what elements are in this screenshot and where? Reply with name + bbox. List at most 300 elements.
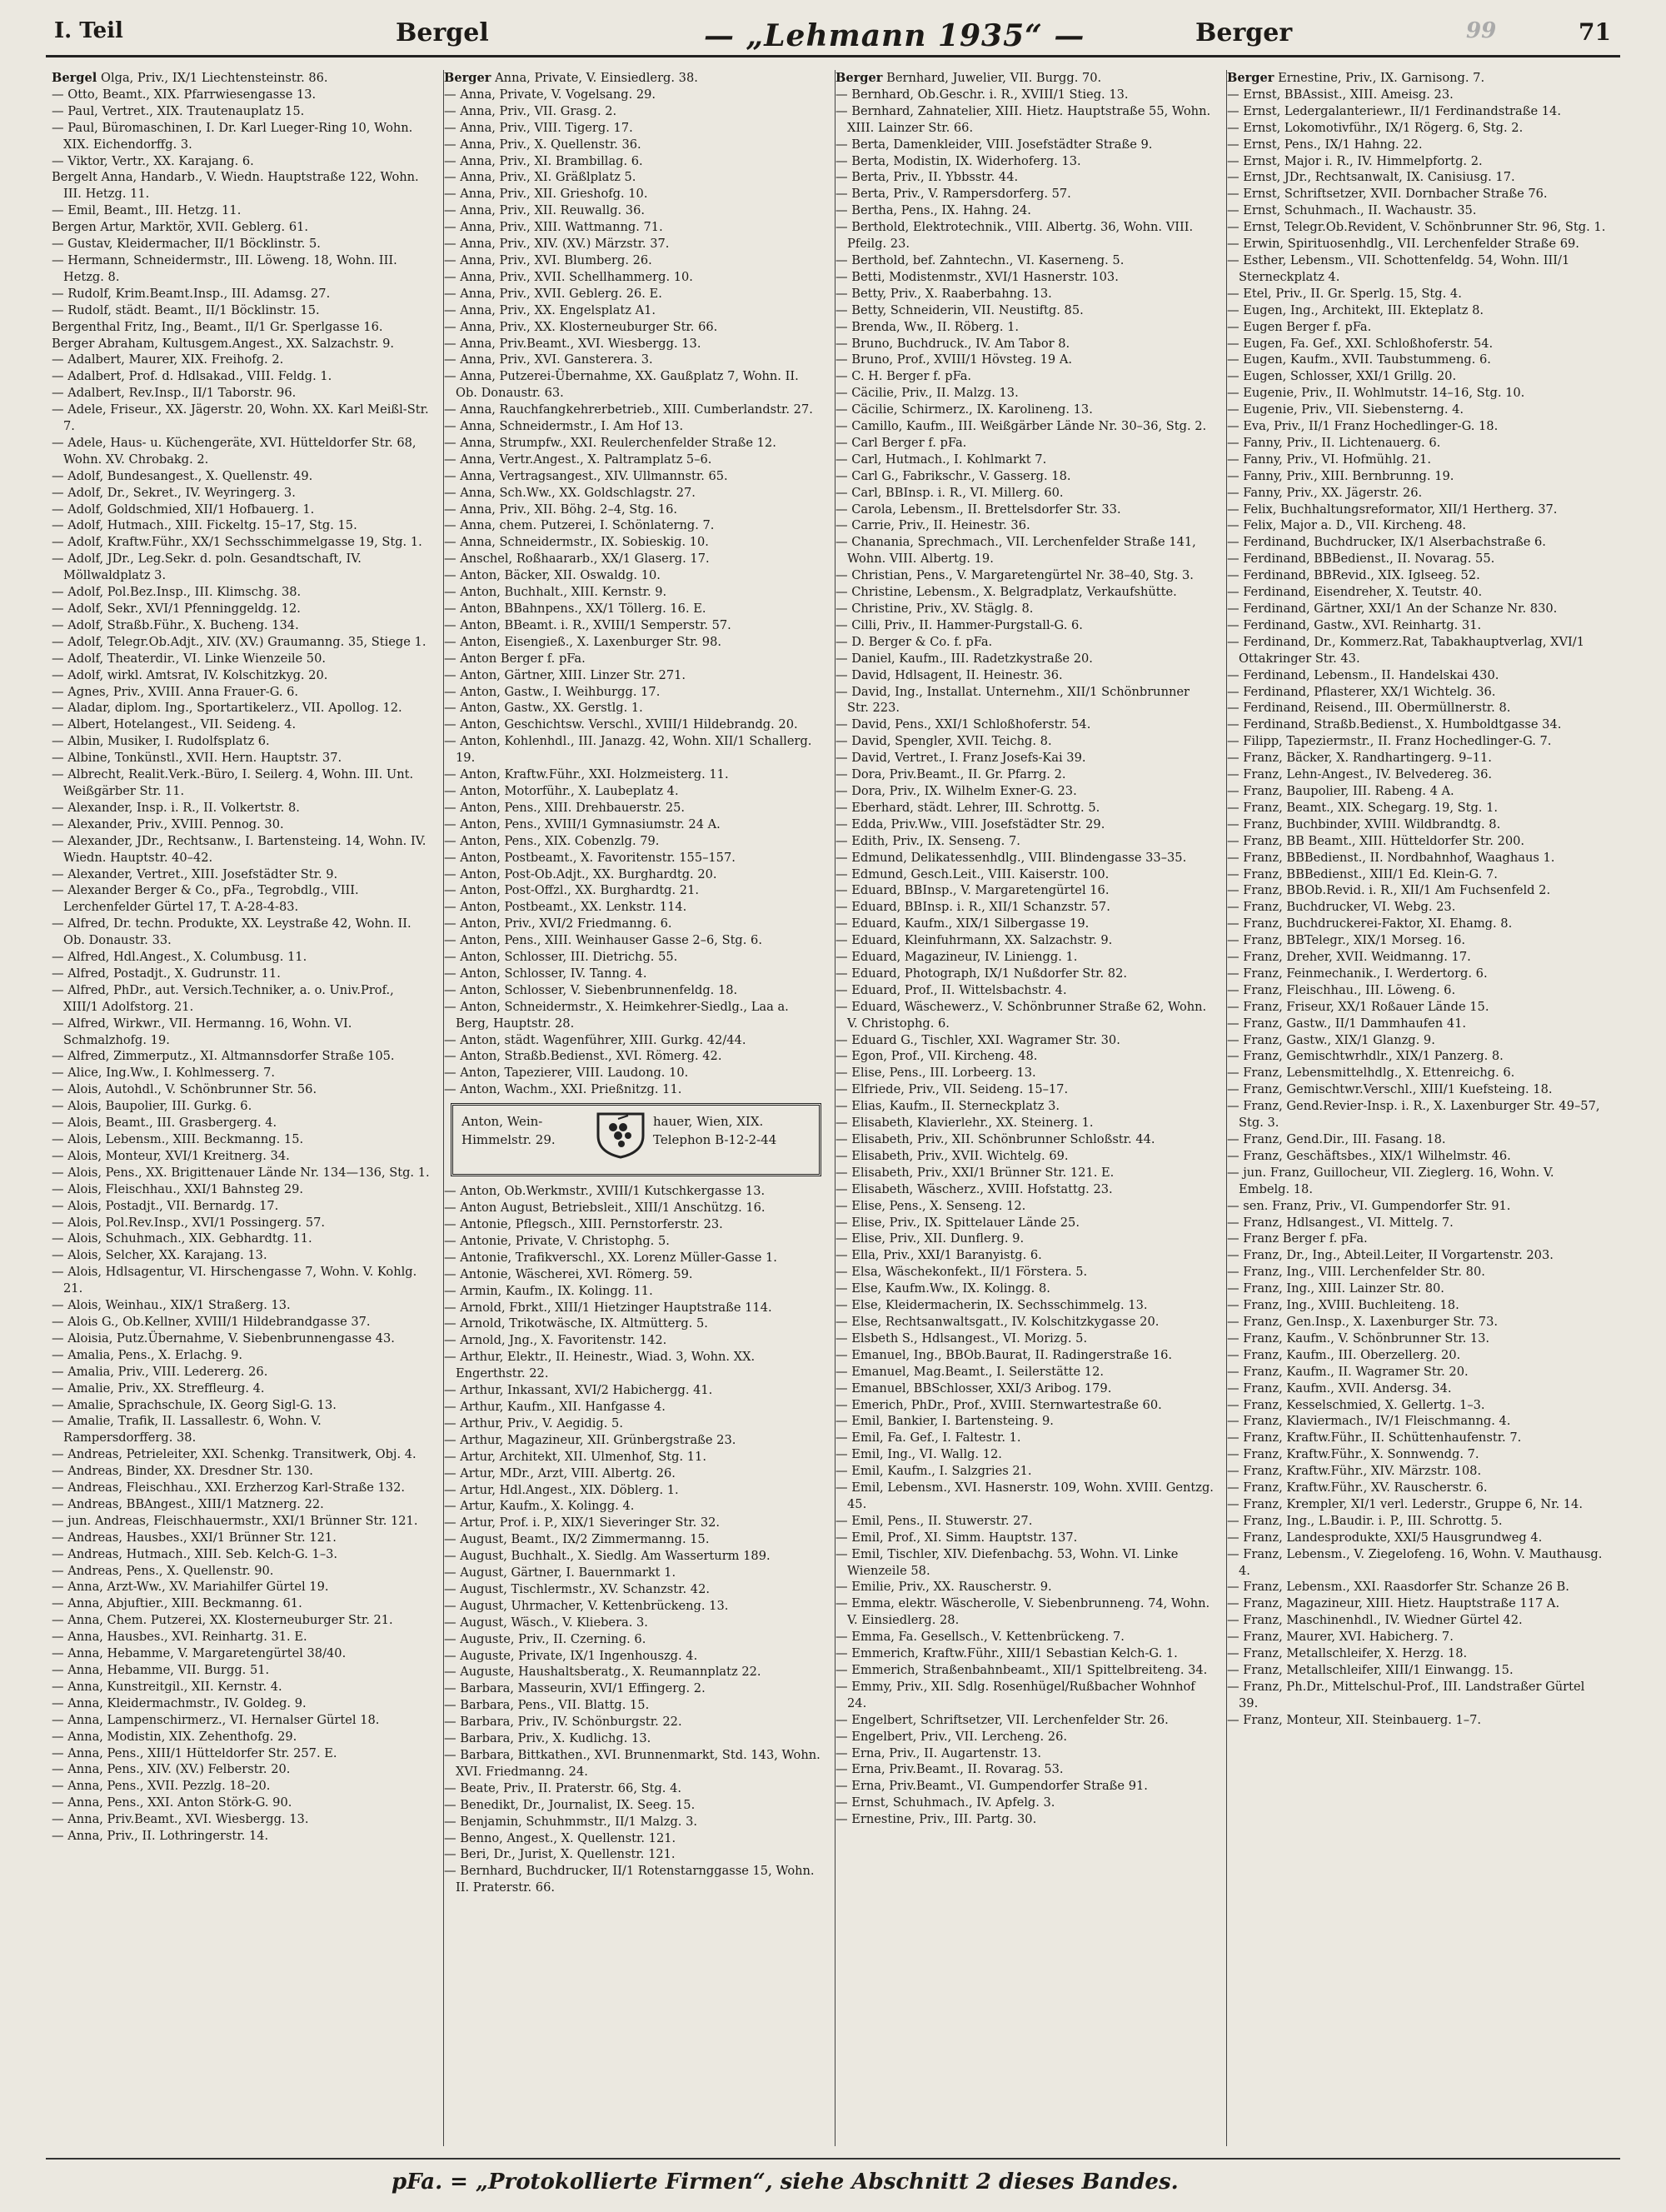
- directory-entry: — Alois, Hdlsagentur, VI. Hirschengasse 7, Wohn. V. Kohlg. 21.: [52, 1265, 417, 1296]
- directory-entry: — Anton, BBahnpens., XX/1 Töllerg. 16. E.: [444, 602, 706, 616]
- directory-entry: — Erna, Priv.Beamt., VI. Gumpendorfer Straße 91.: [835, 1779, 1148, 1794]
- directory-entry: — Emil, Bankier, I. Bartensteing. 9.: [835, 1414, 1054, 1429]
- directory-entry: — Ernst, JDr., Rechtsanwalt, IX. Canisiusg. 17.: [1227, 170, 1515, 185]
- directory-entry: — Franz, Bäcker, X. Randhartingerg. 9–11.: [1227, 751, 1492, 766]
- directory-entry: — Alexander, JDr., Rechtsanw., I. Bartensteing. 14, Wohn. IV. Wiedn. Hauptstr. 40–42.: [52, 833, 426, 865]
- directory-entry: — Ernst, Schuhmach., IV. Apfelg. 3.: [835, 1795, 1055, 1810]
- directory-entry: — Anton August, Betriebsleit., XIII/1 Anschützg. 16.: [444, 1201, 766, 1216]
- directory-entry: — Anna, Priv., XVII. Schellhammerg. 10.: [444, 269, 693, 284]
- directory-entry: — Anna, Priv., XVII. Geblerg. 26. E.: [444, 286, 662, 301]
- directory-entry: — Anton, städt. Wagenführer, XIII. Gurkg. 42/44.: [444, 1032, 746, 1047]
- page-number: 71: [1579, 18, 1611, 46]
- directory-entry: — Ernst, Schuhmach., II. Wachaustr. 35.: [1227, 203, 1477, 218]
- directory-entry: — Adele, Friseur., XX. Jägerstr. 20, Wohn. XX. Karl Meißl-Str. 7.: [52, 402, 429, 434]
- directory-entry: — Berthold, Elektrotechnik., VIII. Albertg. 36, Wohn. VIII. Pfeilg. 23.: [835, 220, 1194, 252]
- directory-entry: — Andreas, Hausbes., XXI/1 Brünner Str. 121.: [52, 1530, 337, 1545]
- column-3: [835, 70, 1215, 2146]
- directory-entry: — Elias, Kaufm., II. Sterneckplatz 3.: [835, 1099, 1060, 1114]
- directory-entry: — Felix, Buchhaltungsreformator, XII/1 Hertherg. 37.: [1227, 502, 1558, 517]
- directory-entry: — Anton, Bäcker, XII. Oswaldg. 10.: [444, 568, 661, 583]
- directory-entry: — Betty, Schneiderin, VII. Neustiftg. 85.: [835, 302, 1084, 317]
- directory-entry: — Benno, Angest., X. Quellenstr. 121.: [444, 1830, 676, 1845]
- directory-entry: — Alfred, Hdl.Angest., X. Columbusg. 11.: [52, 950, 307, 965]
- directory-entry: — sen. Franz, Priv., VI. Gumpendorfer Str. 91.: [1227, 1198, 1511, 1213]
- directory-entry: — Engelbert, Schriftsetzer, VII. Lerchenfelder Str. 26.: [835, 1712, 1169, 1727]
- directory-entry: — Berta, Modistin, IX. Widerhoferg. 13.: [835, 153, 1081, 168]
- directory-entry: — Otto, Beamt., XIX. Pfarrwiesengasse 13.: [52, 87, 317, 102]
- directory-entry: — Franz, Buchdruckerei-Faktor, XI. Ehamg. 8.: [1227, 916, 1513, 931]
- directory-entry: — Ferdinand, Eisendreher, X. Teutstr. 40.: [1227, 585, 1483, 600]
- directory-entry: — Anna, Priv., XX. Klosterneuburger Str. 66.: [444, 319, 718, 334]
- directory-entry: — Alois, Lebensm., XIII. Beckmanng. 15.: [52, 1132, 304, 1146]
- directory-entry: — David, Hdlsagent, II. Heinestr. 36.: [835, 667, 1063, 682]
- directory-entry: — Franz, Dr., Ing., Abteil.Leiter, II Vorgartenstr. 203.: [1227, 1248, 1554, 1263]
- directory-entry: — Franz, Geschäftsbes., XIX/1 Wilhelmstr. 46.: [1227, 1148, 1511, 1163]
- directory-entry: — Viktor, Vertr., XX. Karajang. 6.: [52, 153, 254, 168]
- directory-entry: — Amalie, Trafik, II. Lassallestr. 6, Wohn. V. Rampersdorfferg. 38.: [52, 1414, 322, 1446]
- directory-entry: — Cilli, Priv., II. Hammer-Purgstall-G. 6.: [835, 617, 1083, 632]
- ad-right-line-1: hauer, Wien, XIX.: [653, 1114, 764, 1130]
- directory-entry: — Franz, Gastw., XIX/1 Glanzg. 9.: [1227, 1032, 1435, 1047]
- directory-entry: — Alexander, Vertret., XIII. Josefstädter Str. 9.: [52, 866, 338, 881]
- directory-entry: — Eva, Priv., II/1 Franz Hochedlinger-G. 18.: [1227, 419, 1499, 434]
- directory-entry: — Barbara, Pens., VII. Blattg. 15.: [444, 1698, 650, 1713]
- directory-entry: — Anna, Hausbes., XVI. Reinhartg. 31. E.: [52, 1630, 307, 1645]
- directory-entry: — Alfred, Zimmerputz., XI. Altmannsdorfer Straße 105.: [52, 1049, 395, 1064]
- directory-entry: — Franz, Beamt., XIX. Schegarg. 19, Stg. 1.: [1227, 800, 1499, 815]
- directory-entry: — Adolf, JDr., Leg.Sekr. d. poln. Gesandtschaft, IV. Möllwaldplatz 3.: [52, 552, 362, 583]
- directory-entry: — Anton, Schlosser, III. Dietrichg. 55.: [444, 950, 678, 965]
- column-2: [443, 70, 823, 2146]
- directory-entry: — Antonie, Pflegsch., XIII. Pernstorferstr. 23.: [444, 1217, 723, 1231]
- directory-entry: — Anna, Rauchfangkehrerbetrieb., XIII. Cumberlandstr. 27.: [444, 402, 813, 417]
- directory-entry: — Benedikt, Dr., Journalist, IX. Seeg. 15.: [444, 1797, 696, 1812]
- directory-entry: — Berta, Priv., II. Ybbsstr. 44.: [835, 170, 1019, 185]
- directory-entry: — Emil, Beamt., III. Hetzg. 11.: [52, 203, 242, 218]
- directory-entry: — Alfred, Postadjt., X. Gudrunstr. 11.: [52, 966, 281, 981]
- directory-entry: — Carrie, Priv., II. Heinestr. 36.: [835, 518, 1030, 533]
- directory-entry: — Arnold, Trikotwäsche, IX. Altmütterg. 5.: [444, 1316, 708, 1331]
- directory-entry: — Christine, Priv., XV. Stäglg. 8.: [835, 602, 1034, 616]
- directory-entry: — Eberhard, städt. Lehrer, III. Schrottg. 5.: [835, 800, 1100, 815]
- directory-entry: — Emilie, Priv., XX. Rauscherstr. 9.: [835, 1580, 1052, 1595]
- directory-entry: — Franz, Lebensm., V. Ziegelofeng. 16, Wohn. V. Mauthausg. 4.: [1227, 1546, 1603, 1578]
- directory-entry: — Emma, Fa. Gesellsch., V. Kettenbrückeng. 7.: [835, 1630, 1125, 1645]
- directory-entry: — August, Uhrmacher, V. Kettenbrückeng. 13.: [444, 1598, 729, 1613]
- directory-entry: — Eugen, Fa. Gef., XXI. Schloßhoferstr. 54.: [1227, 336, 1494, 351]
- directory-entry: — Franz, BBOb.Revid. i. R., XII/1 Am Fuchsenfeld 2.: [1227, 883, 1551, 898]
- directory-entry: — Anton, Pens., XVIII/1 Gymnasiumstr. 24 A.: [444, 816, 721, 831]
- directory-entry: — Ernst, Major i. R., IV. Himmelpfortg. 2.: [1227, 153, 1483, 168]
- directory-entry: — Adalbert, Prof. d. Hdlsakad., VIII. Feldg. 1.: [52, 369, 332, 384]
- directory-entry: — jun. Franz, Guillocheur, VII. Zieglerg. 16, Wohn. V. Embelg. 18.: [1227, 1165, 1554, 1196]
- directory-entry: — Franz, Baupolier, III. Rabeng. 4 A.: [1227, 783, 1454, 798]
- directory-entry: — Anna, Priv., XVI. Blumberg. 26.: [444, 252, 652, 267]
- directory-entry: — Arthur, Elektr., II. Heinestr., Wiad. 3, Wohn. XX. Engerthstr. 22.: [444, 1350, 756, 1381]
- directory-entry: — David, Vertret., I. Franz Josefs-Kai 39.: [835, 751, 1086, 766]
- directory-entry: — Anna, Priv.Beamt., XVI. Wiesbergg. 13.: [444, 336, 701, 351]
- directory-entry: — Adolf, Sekr., XVI/1 Pfenninggeldg. 12.: [52, 602, 301, 616]
- directory-entry: — August, Buchhalt., X. Siedlg. Am Wasserturm 189.: [444, 1549, 771, 1564]
- directory-entry: — Anna, Vertr.Angest., X. Paltramplatz 5–6.: [444, 452, 712, 467]
- directory-entry: — Anna, Priv., XX. Engelsplatz A1.: [444, 302, 656, 317]
- directory-entry: — Eduard G., Tischler, XXI. Wagramer Str. 30.: [835, 1032, 1120, 1047]
- directory-entry: — Edmund, Delikatessenhdlg., VIII. Blindengasse 33–35.: [835, 850, 1187, 865]
- directory-entry: — Anna, Priv., VIII. Tigerg. 17.: [444, 120, 633, 135]
- directory-entry: — Anton, Postbeamt., X. Favoritenstr. 155–157.: [444, 850, 736, 865]
- directory-entry: — Eugen, Kaufm., XVII. Taubstummeng. 6.: [1227, 352, 1491, 367]
- directory-entry: — Eugenie, Priv., VII. Siebensterng. 4.: [1227, 402, 1464, 417]
- directory-entry: — Anna, Priv., II. Lothringerstr. 14.: [52, 1829, 269, 1844]
- directory-entry: — August, Gärtner, I. Bauernmarkt 1.: [444, 1565, 676, 1580]
- directory-entry: — Artur, Hdl.Angest., XIX. Döblerg. 1.: [444, 1482, 679, 1497]
- directory-entry: — Auguste, Private, IX/1 Ingenhouszg. 4.: [444, 1648, 698, 1663]
- directory-entry: — Filipp, Tapeziermstr., II. Franz Hochedlinger-G. 7.: [1227, 734, 1552, 749]
- directory-entry: — Anna, Priv., XII. Reuwallg. 36.: [444, 203, 646, 218]
- directory-entry: — Franz, Ph.Dr., Mittelschul-Prof., III. Landstraßer Gürtel 39.: [1227, 1679, 1585, 1710]
- directory-entry: — Franz, Ing., XVIII. Buchleiteng. 18.: [1227, 1298, 1459, 1313]
- directory-entry: — Carl, BBInsp. i. R., VI. Millerg. 60.: [835, 485, 1064, 500]
- directory-entry: — Franz, Buchbinder, XVIII. Wildbrandtg. 8.: [1227, 816, 1501, 831]
- directory-entry: — Christine, Lebensm., X. Belgradplatz, Verkaufshütte.: [835, 585, 1177, 600]
- directory-entry: — Anna, Strumpfw., XXI. Reulerchenfelder Straße 12.: [444, 435, 776, 450]
- directory-entry: — Ernst, Ledergalanteriewr., II/1 Ferdinandstraße 14.: [1227, 103, 1561, 118]
- directory-entry: — Franz, Lebensmittelhdlg., X. Ettenreichg. 6.: [1227, 1066, 1515, 1081]
- directory-entry: Bergelt Anna, Handarb., V. Wiedn. Hauptstraße 122, Wohn. III. Hetzg. 11.: [52, 170, 419, 202]
- directory-entry: — Adolf, Theaterdir., VI. Linke Wienzeile 50.: [52, 651, 327, 666]
- directory-entry: — Anton, Schlosser, V. Siebenbrunnenfeldg. 18.: [444, 982, 738, 997]
- directory-entry: — Anton, Tapezierer, VIII. Laudong. 10.: [444, 1066, 689, 1081]
- directory-entry: — Edda, Priv.Ww., VIII. Josefstädter Str. 29.: [835, 816, 1105, 831]
- directory-entry: — Alexander Berger & Co., pFa., Tegrobdlg., VIII. Lerchenfelder Gürtel 17, T. A-28-4-83.: [52, 883, 359, 915]
- directory-entry: Berger Bernhard, Juwelier, VII. Burgg. 70.: [835, 71, 1102, 85]
- directory-entry: — Brenda, Ww., II. Röberg. 1.: [835, 319, 1020, 334]
- directory-entry: — Amalie, Priv., XX. Streffleurg. 4.: [52, 1381, 265, 1396]
- directory-entry: — Adalbert, Maurer, XIX. Freihofg. 2.: [52, 352, 284, 367]
- directory-entry: — Hermann, Schneidermstr., III. Löweng. 18, Wohn. III. Hetzg. 8.: [52, 252, 397, 284]
- directory-entry: — Daniel, Kaufm., III. Radetzkystraße 20.: [835, 651, 1093, 666]
- directory-entry: — Alois, Autohdl., V. Schönbrunner Str. 56.: [52, 1082, 317, 1097]
- directory-entry: — Ernst, Telegr.Ob.Revident, V. Schönbrunner Str. 96, Stg. 1.: [1227, 220, 1606, 235]
- directory-entry: — Franz Berger f. pFa.: [1227, 1231, 1368, 1246]
- directory-entry: — Adolf, Telegr.Ob.Adjt., XIV. (XV.) Graumanng. 35, Stiege 1.: [52, 634, 426, 649]
- directory-entry: — Anna, Lampenschirmerz., VI. Hernalser Gürtel 18.: [52, 1712, 380, 1727]
- directory-entry: — Rudolf, Krim.Beamt.Insp., III. Adamsg. 27.: [52, 286, 331, 301]
- part-label: I. Teil: [54, 18, 123, 43]
- directory-entry: — C. H. Berger f. pFa.: [835, 369, 972, 384]
- directory-entry: — Franz, Lehn-Angest., IV. Belvedereg. 36.: [1227, 767, 1493, 782]
- directory-entry: — Ferdinand, Straßb.Bedienst., X. Humboldtgasse 34.: [1227, 717, 1562, 732]
- directory-entry: — Beate, Priv., II. Praterstr. 66, Stg. 4.: [444, 1780, 682, 1795]
- footer-note: pFa. = „Protokollierte Firmen“, siehe Abschnitt 2 dieses Bandes.: [392, 2170, 1179, 2195]
- directory-entry: — Anton, Gärtner, XIII. Linzer Str. 271.: [444, 667, 686, 682]
- directory-entry: — Arnold, Jng., X. Favoritenstr. 142.: [444, 1333, 667, 1348]
- ad-right-text: [653, 1112, 820, 1149]
- directory-entry: — Barbara, Priv., IV. Schönburgstr. 22.: [444, 1715, 682, 1730]
- directory-entry: — August, Tischlermstr., XV. Schanzstr. 42.: [444, 1581, 710, 1596]
- directory-entry: — Amalia, Priv., VIII. Ledererg. 26.: [52, 1364, 268, 1379]
- directory-entry: — Anton, Pens., XIII. Drehbauerstr. 25.: [444, 800, 686, 815]
- directory-entry: — Anton, Priv., XVI/2 Friedmanng. 6.: [444, 916, 672, 931]
- directory-entry: — Alois, Pol.Rev.Insp., XVI/1 Possingerg. 57.: [52, 1215, 326, 1230]
- directory-entry: — Franz, Lebensm., XXI. Raasdorfer Str. Schanze 26 B.: [1227, 1580, 1569, 1595]
- directory-entry: — Anna, Priv., XVI. Gansterera. 3.: [444, 352, 653, 367]
- directory-entry: — Engelbert, Priv., VII. Lercheng. 26.: [835, 1729, 1068, 1744]
- directory-entry: Bergen Artur, Marktör, XVII. Geblerg. 61.: [52, 220, 309, 235]
- directory-entry: — Alois, Baupolier, III. Gurkg. 6.: [52, 1099, 252, 1114]
- directory-entry: — Cäcilie, Priv., II. Malzg. 13.: [835, 386, 1019, 401]
- directory-entry: — Auguste, Haushaltsberatg., X. Reumannplatz 22.: [444, 1665, 761, 1680]
- directory-entry: — Andreas, Hutmach., XIII. Seb. Kelch-G. 1–3.: [52, 1546, 338, 1561]
- ad-right-line-2: Telephon B-12-2-44: [653, 1132, 777, 1148]
- directory-entry: — Aloisia, Putz.Übernahme, V. Siebenbrunnengasse 43.: [52, 1331, 395, 1346]
- directory-entry: — Franz, Klaviermach., IV/1 Fleischmanng. 4.: [1227, 1414, 1511, 1429]
- directory-entry: — Franz, Magazineur, XIII. Hietz. Hauptstraße 117 A.: [1227, 1596, 1560, 1611]
- directory-entry: — Ernst, Pens., IX/1 Hahng. 22.: [1227, 137, 1423, 152]
- directory-entry: — Adolf, Dr., Sekret., IV. Weyringerg. 3.: [52, 485, 296, 500]
- directory-entry: — Anna, Schneidermstr., IX. Sobieskig. 10.: [444, 535, 709, 550]
- directory-entry: — Felix, Major a. D., VII. Kircheng. 48.: [1227, 518, 1467, 533]
- directory-entry: — Anna, Priv., XII. Grieshofg. 10.: [444, 187, 648, 202]
- directory-entry: — Franz, Kraftw.Führ., II. Schüttenhaufenstr. 7.: [1227, 1431, 1522, 1446]
- directory-entry: — Barbara, Masseurin, XVI/1 Effingerg. 2.: [444, 1681, 706, 1696]
- directory-entry: — Anton, Post-Ob.Adjt., XX. Burghardtg. 20.: [444, 866, 717, 881]
- directory-entry: — Andreas, Pens., X. Quellenstr. 90.: [52, 1563, 274, 1578]
- directory-entry: Berger Ernestine, Priv., IX. Garnisong. 7.: [1227, 71, 1485, 85]
- directory-entry: — Anton, Kraftw.Führ., XXI. Holzmeisterg. 11.: [444, 767, 729, 782]
- directory-entry: — Elsa, Wäschekonfekt., II/1 Förstera. 5.: [835, 1265, 1088, 1280]
- directory-entry: — Franz, Dreher, XVII. Weidmanng. 17.: [1227, 950, 1471, 965]
- directory-entry: — Anton, Kohlenhdl., III. Janazg. 42, Wohn. XII/1 Schallerg. 19.: [444, 734, 812, 766]
- directory-entry: — Anna, Priv., XIII. Wattmanng. 71.: [444, 220, 663, 235]
- directory-entry: — Fanny, Priv., VI. Hofmühlg. 21.: [1227, 452, 1431, 467]
- directory-entry: — Eugenie, Priv., II. Wohlmutstr. 14–16, Stg. 10.: [1227, 386, 1525, 401]
- directory-entry: — Berta, Damenkleider, VIII. Josefstädter Straße 9.: [835, 137, 1153, 152]
- directory-entry: — Anschel, Roßhaararb., XX/1 Glaserg. 17.: [444, 552, 710, 567]
- directory-entry: — Anna, Hebamme, VII. Burgg. 51.: [52, 1663, 270, 1677]
- directory-entry: — Artur, Prof. i. P., XIX/1 Sieveringer Str. 32.: [444, 1515, 721, 1530]
- directory-entry: — Barbara, Priv., X. Kudlichg. 13.: [444, 1731, 651, 1746]
- page-header: [46, 15, 1620, 57]
- directory-entry: — Anna, Chem. Putzerei, XX. Klosterneuburger Str. 21.: [52, 1613, 393, 1628]
- directory-entry: — Andreas, BBAngest., XIII/1 Matznerg. 22.: [52, 1496, 324, 1511]
- directory-entry: — David, Spengler, XVII. Teichg. 8.: [835, 734, 1052, 749]
- directory-entry: — Eduard, Prof., II. Wittelsbachstr. 4.: [835, 982, 1067, 997]
- directory-entry: — Franz, Friseur, XX/1 Roßauer Lände 15.: [1227, 999, 1489, 1014]
- directory-entry: — Franz, Gend.Dir., III. Fasang. 18.: [1227, 1132, 1446, 1146]
- directory-entry: — Anton, Gastw., XX. Gerstlg. 1.: [444, 701, 643, 716]
- directory-entry: — Eugen, Schlosser, XXI/1 Grillg. 20.: [1227, 369, 1457, 384]
- directory-entry: — Auguste, Priv., II. Czerning. 6.: [444, 1631, 646, 1646]
- directory-entry: — Anna, Priv., XII. Böhg. 2–4, Stg. 16.: [444, 502, 678, 517]
- directory-entry: — Anna, Private, V. Vogelsang. 29.: [444, 87, 656, 102]
- directory-entry: — Beri, Dr., Jurist, X. Quellenstr. 121.: [444, 1847, 676, 1862]
- directory-entry: — Anna, Priv., XI. Brambillag. 6.: [444, 153, 643, 168]
- directory-entry: — Emmerich, Straßenbahnbeamt., XII/1 Spittelbreiteng. 34.: [835, 1663, 1208, 1677]
- directory-entry: — Alois, Schuhmach., XIX. Gebhardtg. 11.: [52, 1231, 312, 1246]
- directory-entry: — Anna, Priv., XI. Gräßlplatz 5.: [444, 170, 636, 185]
- directory-entry: — Emil, Lebensm., XVI. Hasnerstr. 109, Wohn. XVIII. Gentzg. 45.: [835, 1480, 1214, 1511]
- directory-entry: — Anton, Schneidermstr., X. Heimkehrer-Siedlg., Laa a. Berg, Hauptstr. 28.: [444, 999, 789, 1031]
- directory-entry: — Anna, Sch.Ww., XX. Goldschlagstr. 27.: [444, 485, 696, 500]
- directory-entry: — Albine, Tonkünstl., XVII. Hern. Hauptstr. 37.: [52, 751, 342, 766]
- directory-entry: — Anton, Gastw., I. Weihburgg. 17.: [444, 684, 661, 699]
- directory-entry: — Anna, Kleidermachmstr., IV. Goldeg. 9.: [52, 1695, 307, 1710]
- directory-entry: — Franz, Gend.Revier-Insp. i. R., X. Laxenburger Str. 49–57, Stg. 3.: [1227, 1099, 1600, 1131]
- ad-left-text: [461, 1112, 595, 1149]
- directory-entry: — Eduard, Wäschewerz., V. Schönbrunner Straße 62, Wohn. V. Christophg. 6.: [835, 999, 1207, 1031]
- directory-entry: — Emmy, Priv., XII. Sdlg. Rosenhügel/Rußbacher Wohnhof 24.: [835, 1679, 1195, 1710]
- directory-entry: — Agnes, Priv., XVIII. Anna Frauer-G. 6.: [52, 684, 299, 699]
- directory-entry: — Emil, Fa. Gef., I. Faltestr. 1.: [835, 1431, 1021, 1446]
- directory-entry: — Anton, Geschichtsw. Verschl., XVIII/1 Hildebrandg. 20.: [444, 717, 798, 732]
- directory-entry: — Arthur, Priv., V. Aegidig. 5.: [444, 1416, 623, 1431]
- right-keyword: Berger: [1195, 18, 1293, 47]
- directory-entry: — Ernst, BBAssist., XIII. Ameisg. 23.: [1227, 87, 1454, 102]
- directory-entry: — Fanny, Priv., II. Lichtenauerg. 6.: [1227, 435, 1441, 450]
- directory-entry: — Anna, Pens., XXI. Anton Störk-G. 90.: [52, 1795, 292, 1810]
- directory-entry: — Anna, Pens., XVII. Pezzlg. 18–20.: [52, 1779, 271, 1794]
- directory-entry: — Anna, Priv.Beamt., XVI. Wiesbergg. 13.: [52, 1812, 309, 1827]
- directory-entry: — Erna, Priv.Beamt., II. Rovarag. 53.: [835, 1762, 1064, 1777]
- directory-entry: — Emerich, PhDr., Prof., XVIII. Sternwartestraße 60.: [835, 1397, 1162, 1412]
- directory-entry: — Anna, Putzerei-Übernahme, XX. Gaußplatz 7, Wohn. II. Ob. Donaustr. 63.: [444, 369, 799, 401]
- directory-entry: — Elisabeth, Wäscherz., XVIII. Hofstattg. 23.: [835, 1181, 1113, 1196]
- directory-entry: — Rudolf, städt. Beamt., II/1 Böcklinstr. 15.: [52, 302, 320, 317]
- directory-entry: — Adolf, Pol.Bez.Insp., III. Klimschg. 38.: [52, 585, 302, 600]
- directory-entry: — Bruno, Buchdruck., IV. Am Tabor 8.: [835, 336, 1070, 351]
- directory-entry: — Eduard, Photograph, IX/1 Nußdorfer Str. 82.: [835, 966, 1128, 981]
- directory-entry: Berger Anna, Private, V. Einsiedlerg. 38.: [444, 71, 698, 85]
- directory-entry: — Eugen Berger f. pFa.: [1227, 319, 1372, 334]
- directory-entry: — Ferdinand, Dr., Kommerz.Rat, Tabakhauptverlag, XVI/1 Ottakringer Str. 43.: [1227, 634, 1585, 666]
- directory-entry: — Aladar, diplom. Ing., Sportartikelerz., VII. Apollog. 12.: [52, 701, 402, 716]
- directory-entry: — Alois, Monteur, XVI/1 Kreitnerg. 34.: [52, 1148, 290, 1163]
- directory-entry: — Anna, Priv., VII. Grasg. 2.: [444, 103, 617, 118]
- directory-entry: — Betty, Priv., X. Raaberbahng. 13.: [835, 286, 1052, 301]
- directory-entry: — Antonie, Private, V. Christophg. 5.: [444, 1233, 670, 1248]
- directory-entry: — Anton, Pens., XIII. Weinhauser Gasse 2–6, Stg. 6.: [444, 933, 762, 948]
- directory-entry: — Anton, Pens., XIX. Cobenzlg. 79.: [444, 833, 660, 848]
- directory-entry: — Etel, Priv., II. Gr. Sperlg. 15, Stg. 4.: [1227, 286, 1462, 301]
- directory-entry: — Andreas, Fleischhau., XXI. Erzherzog Karl-Straße 132.: [52, 1480, 406, 1495]
- directory-entry: — Anna, Vertragsangest., XIV. Ullmannstr. 65.: [444, 468, 728, 483]
- directory-entry: — Alfred, Dr. techn. Produkte, XX. Leystraße 42, Wohn. II. Ob. Donaustr. 33.: [52, 916, 412, 948]
- directory-entry: — Alois, Fleischhau., XXI/1 Bahnsteg 29.: [52, 1181, 304, 1196]
- directory-entry: — Emmerich, Kraftw.Führ., XIII/1 Sebastian Kelch-G. 1.: [835, 1646, 1178, 1661]
- directory-entry: — Emanuel, Mag.Beamt., I. Seilerstätte 12.: [835, 1364, 1105, 1379]
- directory-entry: — Fanny, Priv., XIII. Bernbrunng. 19.: [1227, 468, 1454, 483]
- directory-entry: — Emil, Pens., II. Stuwerstr. 27.: [835, 1513, 1033, 1528]
- directory-entry: — Ella, Priv., XXI/1 Baranyistg. 6.: [835, 1248, 1042, 1263]
- directory-entry: — Elise, Priv., XII. Dunflerg. 9.: [835, 1231, 1025, 1246]
- directory-entry: — D. Berger & Co. f. pFa.: [835, 634, 993, 649]
- directory-entry: — Artur, Architekt, XII. Ulmenhof, Stg. 11.: [444, 1449, 706, 1464]
- directory-entry: — Franz, Metallschleifer, XIII/1 Einwangg. 15.: [1227, 1663, 1514, 1677]
- directory-entry: — Franz, Krempler, XI/1 verl. Lederstr., Gruppe 6, Nr. 14.: [1227, 1496, 1583, 1511]
- directory-entry: — Eduard, BBInsp., V. Margaretengürtel 16.: [835, 883, 1110, 898]
- directory-entry: — Emil, Kaufm., I. Salzgries 21.: [835, 1464, 1032, 1479]
- directory-entry: — Erwin, Spirituosenhdlg., VII. Lerchenfelder Straße 69.: [1227, 237, 1579, 252]
- directory-entry: — Adalbert, Rev.Insp., II/1 Taborstr. 96.: [52, 386, 297, 401]
- directory-entry: — Eduard, Magazineur, IV. Liniengg. 1.: [835, 950, 1078, 965]
- pencil-mark: 99: [1466, 18, 1497, 43]
- directory-entry: — Alois, Beamt., III. Grasbergerg. 4.: [52, 1116, 277, 1131]
- directory-title: — „Lehmann 1935“ —: [704, 18, 1085, 53]
- directory-entry: — Elise, Priv., IX. Spittelauer Lände 25.: [835, 1215, 1080, 1230]
- directory-entry: — Adolf, Bundesangest., X. Quellenstr. 49.: [52, 468, 313, 483]
- directory-entry: — Eduard, Kaufm., XIX/1 Silbergasse 19.: [835, 916, 1090, 931]
- directory-entry: — Elisabeth, Klavierlehr., XX. Steinerg. 1.: [835, 1116, 1094, 1131]
- directory-entry: — Franz, BBBedienst., II. Nordbahnhof, Waaghaus 1.: [1227, 850, 1555, 865]
- directory-entry: — Franz, Feinmechanik., I. Werdertorg. 6.: [1227, 966, 1488, 981]
- directory-entry: — Anna, Priv., XIV. (XV.) Märzstr. 37.: [444, 237, 670, 252]
- directory-entry: — Berta, Priv., V. Rampersdorferg. 57.: [835, 187, 1071, 202]
- directory-entry: — David, Pens., XXI/1 Schloßhoferstr. 54.: [835, 717, 1091, 732]
- directory-entry: — Franz, Kaufm., XVII. Andersg. 34.: [1227, 1381, 1452, 1396]
- directory-entry: — Bernhard, Buchdrucker, II/1 Rotenstarnggasse 15, Wohn. II. Praterstr. 66.: [444, 1864, 815, 1895]
- directory-entry: — Alexander, Insp. i. R., II. Volkertstr. 8.: [52, 800, 300, 815]
- directory-entry: — Franz, BB Beamt., XIII. Hütteldorfer Str. 200.: [1227, 833, 1525, 848]
- directory-entry: — Amalia, Pens., X. Erlachg. 9.: [52, 1347, 243, 1362]
- directory-entry: — Franz, Metallschleifer, X. Herzg. 18.: [1227, 1646, 1468, 1661]
- ad-left-line-1: Anton, Wein-: [461, 1114, 543, 1130]
- directory-entry: — Dora, Priv.Beamt., II. Gr. Pfarrg. 2.: [835, 767, 1066, 782]
- directory-entry: — Ferdinand, BBRevid., XIX. Iglseeg. 52.: [1227, 568, 1480, 583]
- directory-entry: — Erna, Priv., II. Augartenstr. 13.: [835, 1745, 1042, 1760]
- directory-entry: — Anna, Modistin, XIX. Zehenthofg. 29.: [52, 1729, 297, 1744]
- directory-entry: — Artur, MDr., Arzt, VIII. Albertg. 26.: [444, 1466, 676, 1480]
- directory-entry: — Anna, Pens., XIV. (XV.) Felberstr. 20.: [52, 1762, 291, 1777]
- directory-entry: — Alois, Weinhau., XIX/1 Straßerg. 13.: [52, 1298, 291, 1313]
- directory-entry: — Anton, Schlosser, IV. Tanng. 4.: [444, 966, 647, 981]
- directory-entry: — Alfred, Wirkwr., VII. Hermanng. 16, Wohn. VI. Schmalzhofg. 19.: [52, 1016, 352, 1047]
- directory-entry: — Alois G., Ob.Kellner, XVIII/1 Hildebrandgasse 37.: [52, 1314, 371, 1329]
- directory-entry: — Andreas, Binder, XX. Dresdner Str. 130.: [52, 1464, 313, 1479]
- directory-entry: — Anna, Priv., X. Quellenstr. 36.: [444, 137, 641, 152]
- directory-entry: — Anna, Hebamme, V. Margaretengürtel 38/40.: [52, 1646, 347, 1661]
- directory-entry: — Franz, Kraftw.Führ., X. Sonnwendg. 7.: [1227, 1447, 1479, 1462]
- directory-entry: — Eduard, BBInsp. i. R., XII/1 Schanzstr. 57.: [835, 900, 1110, 915]
- directory-entry: — Ferdinand, Pflasterer, XX/1 Wichtelg. 36.: [1227, 684, 1496, 699]
- directory-entry: — Bernhard, Ob.Geschr. i. R., XVIII/1 Stieg. 13.: [835, 87, 1129, 102]
- directory-entry: — Ernestine, Priv., III. Partg. 30.: [835, 1812, 1037, 1827]
- directory-entry: — Emil, Prof., XI. Simm. Hauptstr. 137.: [835, 1530, 1078, 1545]
- column-1: [52, 70, 431, 2146]
- directory-entry: — Franz, Maschinenhdl., IV. Wiedner Gürtel 42.: [1227, 1613, 1523, 1628]
- directory-entry: — Elfriede, Priv., VII. Seideng. 15–17.: [835, 1082, 1069, 1097]
- directory-entry: — Alois, Pens., XX. Brigittenauer Lände Nr. 134—136, Stg. 1.: [52, 1165, 430, 1180]
- directory-entry: — Ferdinand, Gärtner, XXI/1 An der Schanze Nr. 830.: [1227, 602, 1558, 616]
- directory-entry: — Elisabeth, Priv., XVII. Wichtelg. 69.: [835, 1148, 1069, 1163]
- directory-entry: — Betti, Modistenmstr., XVI/1 Hasnerstr. 103.: [835, 269, 1119, 284]
- directory-entry: — Bertha, Pens., IX. Hahng. 24.: [835, 203, 1031, 218]
- directory-entry: — Franz, Gemischtwrhdlr., XIX/1 Panzerg. 8.: [1227, 1049, 1504, 1064]
- directory-entry: — Alois, Postadjt., VII. Bernardg. 17.: [52, 1198, 279, 1213]
- directory-entry: — Carola, Lebensm., II. Brettelsdorfer Str. 33.: [835, 502, 1121, 517]
- left-keyword: Bergel: [396, 18, 489, 47]
- directory-entry: — Anton, Wachm., XXI. Prießnitzg. 11.: [444, 1082, 682, 1097]
- directory-entry: — August, Wäsch., V. Kliebera. 3.: [444, 1615, 648, 1630]
- directory-entry: — Emil, Tischler, XIV. Diefenbachg. 53, Wohn. VI. Linke Wienzeile 58.: [835, 1546, 1179, 1578]
- directory-entry: — Fanny, Priv., XX. Jägerstr. 26.: [1227, 485, 1423, 500]
- directory-entry: — Egon, Prof., VII. Kircheng. 48.: [835, 1049, 1038, 1064]
- directory-entry: — Adolf, wirkl. Amtsrat, IV. Kolschitzkyg. 20.: [52, 667, 328, 682]
- directory-entry: — Carl Berger f. pFa.: [835, 435, 967, 450]
- directory-entry: — Anton, Buchhalt., XIII. Kernstr. 9.: [444, 585, 667, 600]
- directory-entry: — Albrecht, Realit.Verk.-Büro, I. Seilerg. 4, Wohn. III. Unt. Weißgärber Str. 11.: [52, 767, 414, 798]
- directory-entry: — Anton, BBeamt. i. R., XVIII/1 Semperstr. 57.: [444, 617, 731, 632]
